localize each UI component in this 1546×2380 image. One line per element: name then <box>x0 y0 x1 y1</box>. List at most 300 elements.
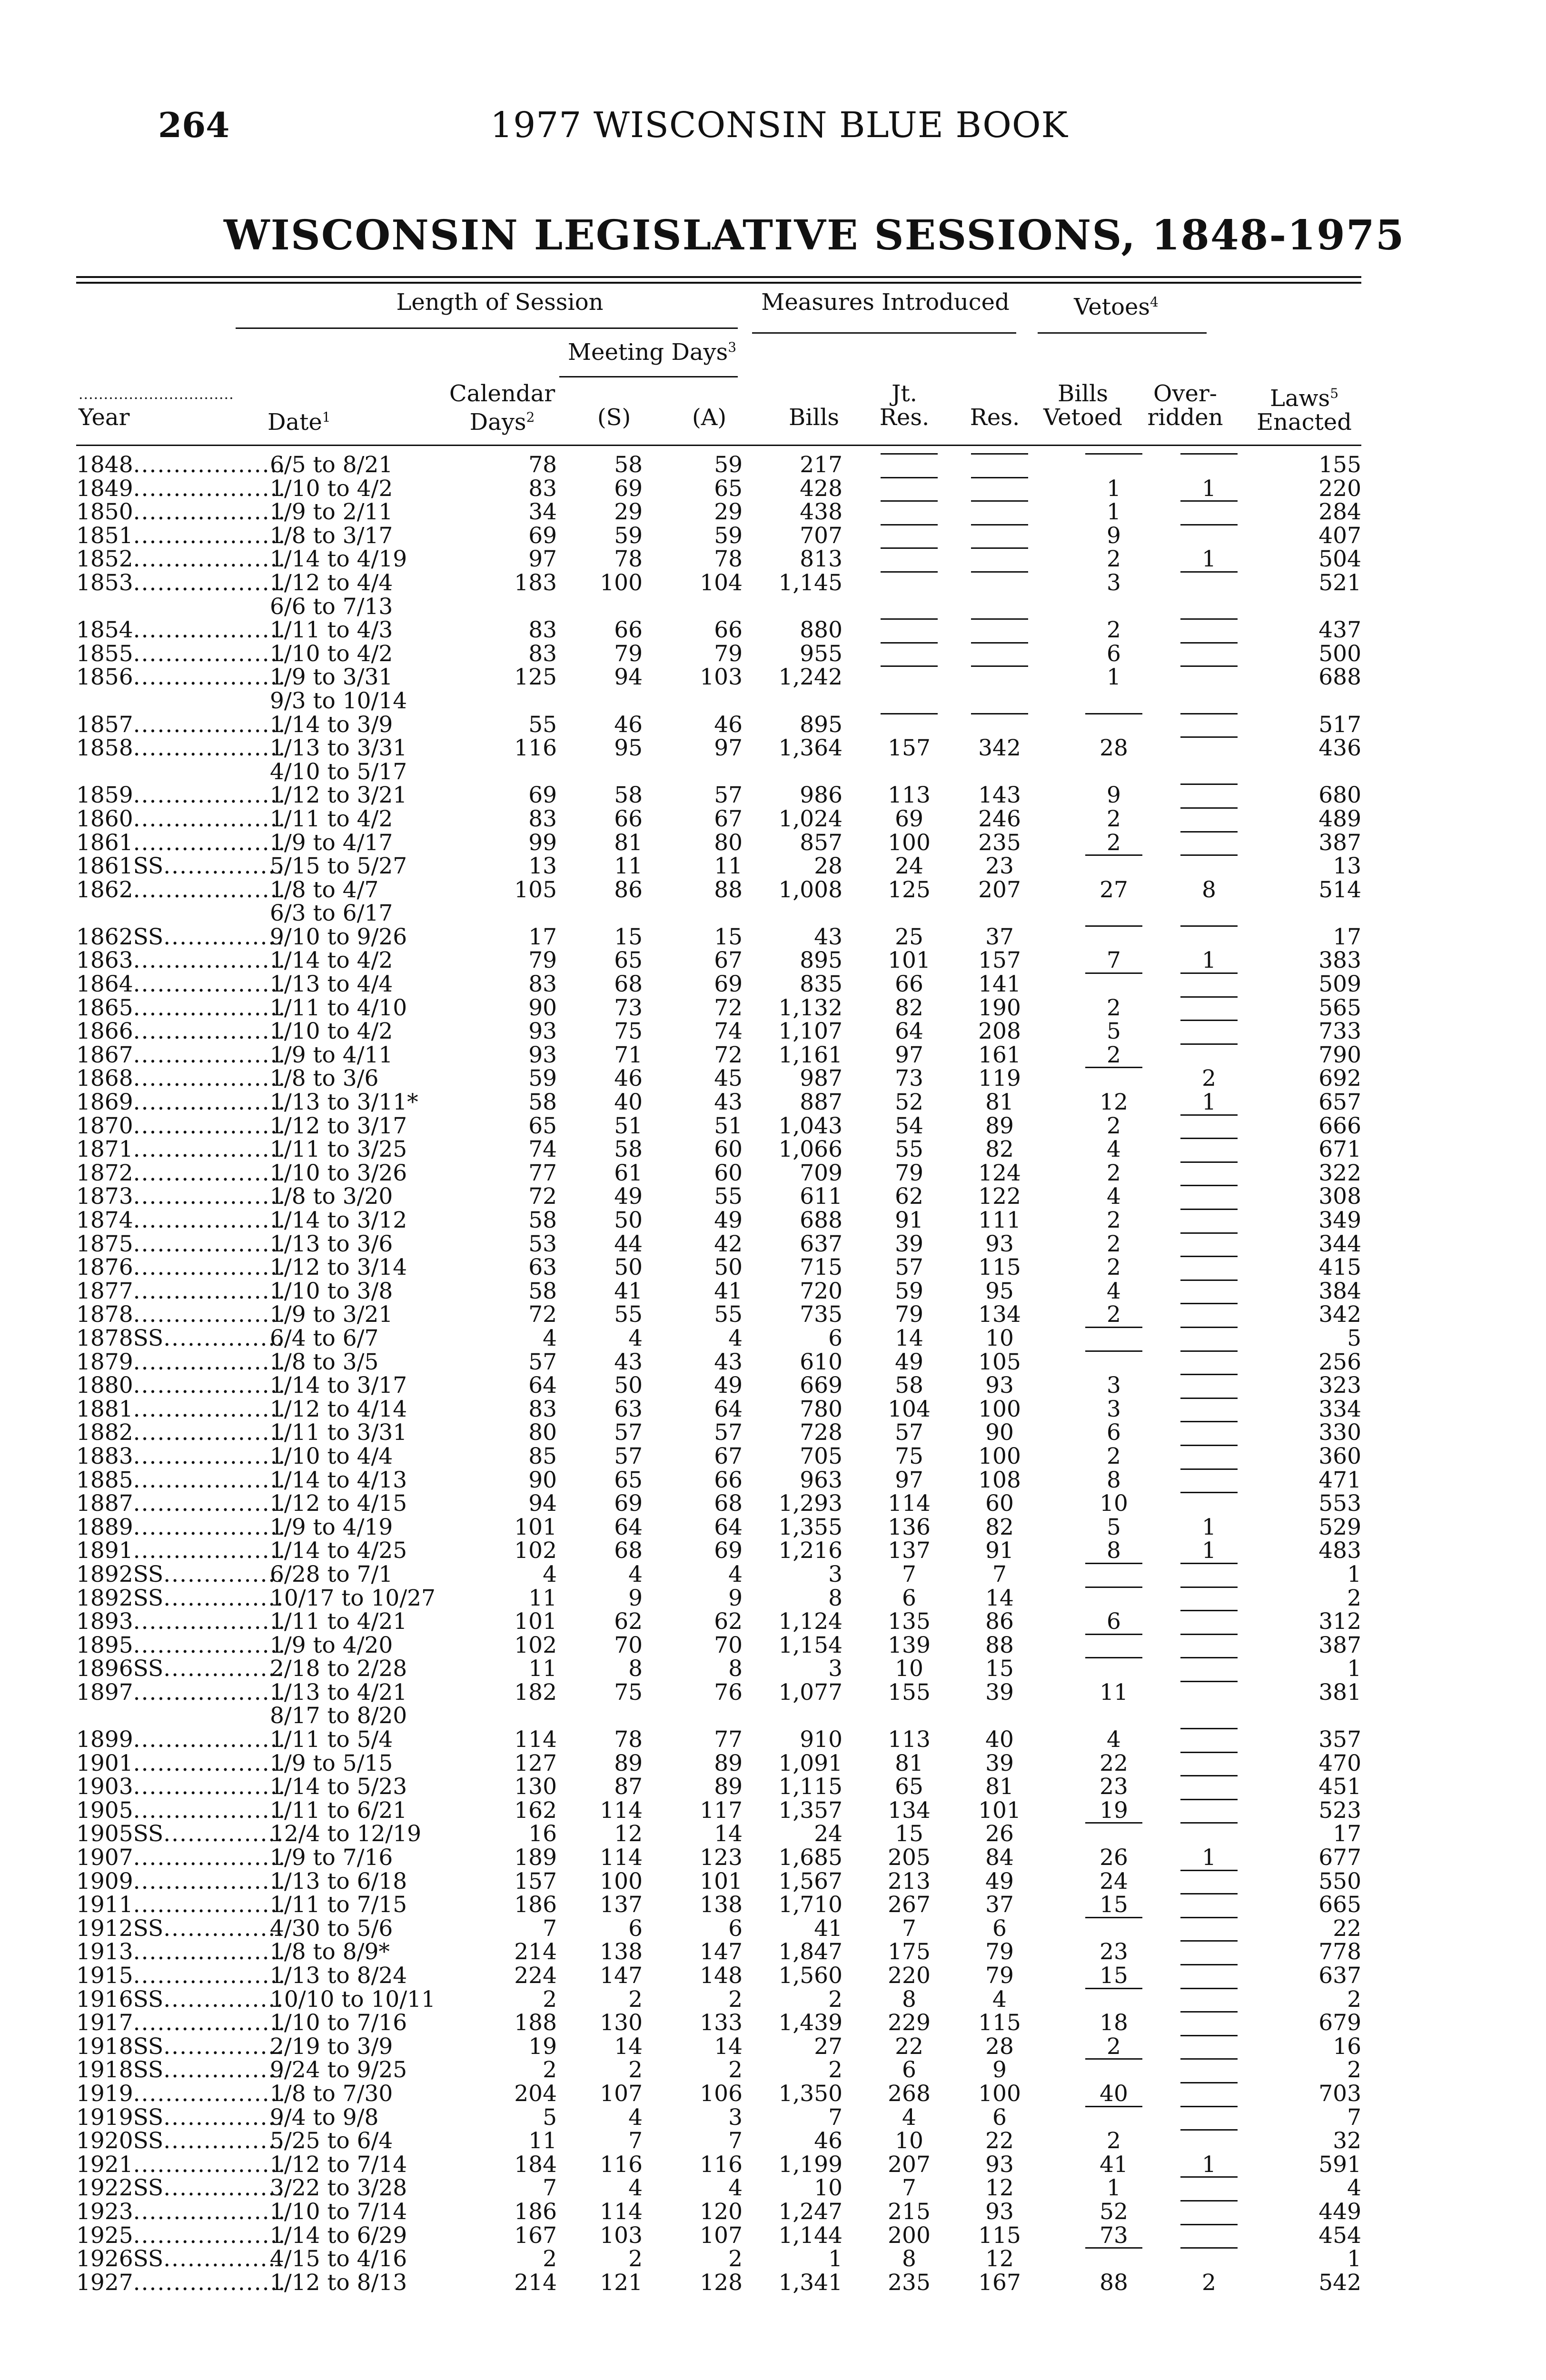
bills-vetoed-cell: 8 <box>1107 1537 1121 1564</box>
year-cell: 1912SS <box>76 1916 164 1941</box>
res-cell: 167 <box>978 2269 1021 2296</box>
date-cell: 1/14 to 3/9 <box>270 711 393 738</box>
leader-dots: ................... <box>133 1043 287 1067</box>
bills-cell: 910 <box>800 1726 842 1753</box>
dash-mark <box>1180 1374 1238 1375</box>
year-date-cell <box>76 949 457 972</box>
senate-days-cell: 59 <box>614 522 643 549</box>
date-cell: 1/9 to 4/11 <box>270 1041 393 1068</box>
assembly-days-cell: 80 <box>714 829 743 856</box>
senate-days-cell: 58 <box>614 782 643 809</box>
date-cell: 1/8 to 3/6 <box>270 1065 379 1092</box>
laws-enacted-cell: 17 <box>1333 1821 1361 1847</box>
assembly-days-cell: 101 <box>700 1868 743 1894</box>
year-cell: 1893 <box>76 1610 133 1634</box>
laws-enacted-cell: 680 <box>1318 782 1361 809</box>
bills-cell: 887 <box>800 1089 842 1116</box>
dash-mark <box>1180 1421 1238 1422</box>
joint-res-cell: 213 <box>888 1868 931 1894</box>
bills-cell: 1,066 <box>778 1136 842 1163</box>
leader-dots: ............... <box>163 1916 285 1941</box>
year-cell: 1854 <box>76 618 133 642</box>
table-row <box>76 2082 1361 2106</box>
joint-res-cell: 14 <box>895 1325 923 1351</box>
assembly-days-cell: 67 <box>714 947 743 974</box>
year-date-cell <box>76 453 457 477</box>
res-cell: 82 <box>985 1514 1014 1540</box>
calendar-days-cell: 125 <box>514 664 557 691</box>
res-cell: 37 <box>985 1892 1014 1918</box>
date-cell: 1/9 to 3/31 <box>270 664 393 691</box>
assembly-days-cell: 67 <box>714 805 743 832</box>
senate-days-cell: 89 <box>614 1750 643 1776</box>
leader-dots: ................... <box>133 949 287 973</box>
laws-enacted-cell: 778 <box>1318 1939 1361 1965</box>
joint-res-cell: 8 <box>902 2246 916 2272</box>
dash-mark <box>1180 2058 1238 2060</box>
date-cell: 1/12 to 8/13 <box>270 2269 407 2296</box>
leader-dots: ................... <box>133 996 287 1020</box>
year-date-cell <box>76 1940 457 1964</box>
calendar-days-cell: 127 <box>514 1750 557 1776</box>
senate-days-cell: 107 <box>600 2080 643 2107</box>
year-cell: 1862SS <box>76 925 164 949</box>
res-cell: 115 <box>978 1254 1021 1281</box>
bills-cell: 3 <box>828 1656 842 1682</box>
res-cell: 6 <box>992 1915 1007 1942</box>
year-date-cell <box>76 477 457 501</box>
res-cell: 40 <box>985 1726 1014 1753</box>
bills-cell: 1 <box>828 2246 842 2272</box>
leader-dots: ................... <box>133 2082 287 2106</box>
res-cell: 119 <box>978 1065 1021 1092</box>
bills-vetoed-cell: 2 <box>1107 1254 1121 1281</box>
calendar-days-cell: 157 <box>514 1868 557 1894</box>
year-cell: 1901 <box>76 1751 133 1775</box>
senate-days-cell: 57 <box>614 1443 643 1469</box>
header-meeting-days <box>562 336 743 364</box>
senate-days-cell: 4 <box>628 2104 643 2131</box>
dash-mark <box>1180 1988 1238 1989</box>
joint-res-cell: 75 <box>895 1443 923 1469</box>
bills-cell: 1,077 <box>778 1679 842 1706</box>
laws-enacted-cell: 449 <box>1318 2198 1361 2225</box>
dash-mark <box>1180 1634 1238 1635</box>
calendar-days-cell: 83 <box>528 640 557 667</box>
assembly-days-cell: 43 <box>714 1349 743 1375</box>
dash-mark <box>881 571 938 573</box>
leader-dots: ................... <box>133 1138 287 1161</box>
dash-mark <box>1180 1822 1238 1824</box>
joint-res-cell: 82 <box>895 994 923 1021</box>
senate-days-cell: 50 <box>614 1207 643 1233</box>
calendar-days-cell: 4 <box>543 1325 557 1351</box>
date-label: Date <box>268 409 322 436</box>
laws-enacted-cell: 323 <box>1318 1372 1361 1399</box>
senate-days-cell: 9 <box>628 1585 643 1611</box>
page-title: WISCONSIN LEGISLATIVE SESSIONS, 1848-1975 <box>224 211 1405 259</box>
res-cell: 101 <box>978 1797 1021 1824</box>
date-cell: 6/5 to 8/21 <box>270 452 393 478</box>
date-cell: 6/6 to 7/13 <box>270 593 393 620</box>
leader-dots: ................... <box>133 831 287 855</box>
table-row <box>76 2035 1361 2059</box>
bills-cell: 1,132 <box>778 994 842 1021</box>
res-cell: 12 <box>985 2246 1014 2272</box>
bills-vetoed-cell: 5 <box>1107 1514 1121 1540</box>
assembly-days-cell: 15 <box>714 923 743 950</box>
res-cell: 86 <box>985 1608 1014 1635</box>
calendar-days-cell: 83 <box>528 1396 557 1422</box>
header-length-of-session: Length of Session <box>396 289 604 316</box>
leader-dots: ................... <box>133 1279 287 1303</box>
date-cell: 1/12 to 3/14 <box>270 1254 407 1281</box>
overridden-line2: ridden <box>1147 404 1223 431</box>
dash-mark <box>1180 2082 1238 2083</box>
assembly-days-cell: 42 <box>714 1230 743 1257</box>
res-cell: 12 <box>985 2175 1014 2202</box>
calendar-days-cell: 83 <box>528 805 557 832</box>
header-overridden <box>1138 382 1233 429</box>
date-cell: 3/22 to 3/28 <box>270 2175 407 2202</box>
table-row <box>76 1327 1361 1350</box>
laws-enacted-cell: 591 <box>1318 2151 1361 2178</box>
date-cell: 2/19 to 3/9 <box>270 2033 393 2060</box>
leader-dots: ................... <box>133 1232 287 1256</box>
year-cell: 1861 <box>76 831 133 855</box>
table-row <box>76 618 1361 642</box>
date-cell: 4/15 to 4/16 <box>270 2246 407 2272</box>
dash-mark <box>1180 854 1238 856</box>
joint-res-cell: 6 <box>902 1585 916 1611</box>
leader-dots: ................... <box>133 1161 287 1185</box>
year-date-cell <box>76 1846 457 1870</box>
bills-cell: 1,115 <box>778 1774 842 1800</box>
senate-days-cell: 12 <box>614 1821 643 1847</box>
header-measures-introduced: Measures Introduced <box>761 289 1010 316</box>
leader-dots: ................... <box>133 1350 287 1374</box>
dash-mark <box>1085 1657 1142 1658</box>
dash-mark <box>1180 1917 1238 1918</box>
res-cell: 100 <box>978 2080 1021 2107</box>
res-cell: 15 <box>985 1656 1014 1682</box>
res-cell: 10 <box>985 1325 1014 1351</box>
year-cell: 1871 <box>76 1138 133 1161</box>
laws-enacted-cell: 542 <box>1318 2269 1361 2296</box>
year-cell: 1911 <box>76 1893 133 1917</box>
assembly-days-cell: 60 <box>714 1136 743 1163</box>
calendar-days-cell: 102 <box>514 1537 557 1564</box>
joint-res-cell: 15 <box>895 1821 923 1847</box>
res-cell: 81 <box>985 1089 1014 1116</box>
res-cell: 342 <box>978 735 1021 762</box>
calendar-days-cell: 79 <box>528 947 557 974</box>
dash-mark <box>1085 1587 1142 1588</box>
date-cell: 8/17 to 8/20 <box>270 1703 407 1729</box>
year-cell: 1892SS <box>76 1562 164 1587</box>
bills-cell: 611 <box>800 1183 842 1210</box>
senate-days-cell: 49 <box>614 1183 643 1210</box>
year-date-cell <box>76 500 457 524</box>
res-cell: 115 <box>978 2222 1021 2249</box>
senate-days-cell: 2 <box>628 2057 643 2083</box>
table-row <box>76 1775 1361 1799</box>
date-cell: 1/8 to 3/20 <box>270 1183 393 1210</box>
senate-days-cell: 116 <box>600 2151 643 2178</box>
table-row <box>76 524 1361 548</box>
senate-days-cell: 62 <box>614 1608 643 1635</box>
senate-days-cell: 65 <box>614 947 643 974</box>
table-row <box>76 1067 1361 1091</box>
laws-enacted-cell: 637 <box>1318 1963 1361 1989</box>
table-row <box>76 2176 1361 2200</box>
bills-cell: 955 <box>800 640 842 667</box>
dash-mark <box>881 618 938 620</box>
dash-mark <box>1180 1964 1238 1965</box>
senate-days-cell: 58 <box>614 452 643 478</box>
table-row <box>76 665 1361 689</box>
laws-enacted-cell: 523 <box>1318 1797 1361 1824</box>
year-cell: 1850 <box>76 500 133 524</box>
bills-vetoed-cell: 52 <box>1100 2198 1128 2225</box>
res-cell: 90 <box>985 1419 1014 1446</box>
table-row <box>76 2058 1361 2082</box>
date-cell: 10/10 to 10/11 <box>270 1986 436 2013</box>
year-cell: 1867 <box>76 1043 133 1067</box>
date-cell: 1/13 to 4/21 <box>270 1679 407 1706</box>
res-cell: 235 <box>978 829 1021 856</box>
year-date-cell <box>76 1634 457 1657</box>
year-cell: 1891 <box>76 1539 133 1563</box>
year-date-cell <box>76 972 457 996</box>
leader-dots: ................... <box>133 2223 287 2248</box>
joint-res-cell: 175 <box>888 1939 931 1965</box>
assembly-days-cell: 72 <box>714 1041 743 1068</box>
bills-vetoed-cell: 2 <box>1107 1301 1121 1328</box>
dash-mark <box>1180 2176 1238 2178</box>
table-row <box>76 1634 1361 1657</box>
dash-mark <box>1180 1775 1238 1776</box>
date-cell: 9/4 to 9/8 <box>270 2104 379 2131</box>
bills-cell: 1,024 <box>778 805 842 832</box>
assembly-days-cell: 120 <box>700 2198 743 2225</box>
senate-days-cell: 51 <box>614 1112 643 1139</box>
assembly-days-cell: 88 <box>714 876 743 903</box>
calendar-days-cell: 5 <box>543 2104 557 2131</box>
laws-enacted-cell: 415 <box>1318 1254 1361 1281</box>
calendar-days-cell: 69 <box>528 782 557 809</box>
bills-cell: 1,357 <box>778 1797 842 1824</box>
joint-res-cell: 268 <box>888 2080 931 2107</box>
year-cell: 1881 <box>76 1397 133 1421</box>
calendar-days-cell: 183 <box>514 569 557 596</box>
table-row <box>76 1492 1361 1516</box>
bills-vetoed-cell: 11 <box>1100 1679 1128 1706</box>
bills-cell: 986 <box>800 782 842 809</box>
assembly-days-cell: 43 <box>714 1089 743 1116</box>
table-row <box>76 1964 1361 1988</box>
bills-cell: 987 <box>800 1065 842 1092</box>
laws-enacted-cell: 357 <box>1318 1726 1361 1753</box>
leader-dots: ................... <box>133 1846 287 1870</box>
date-cell: 1/8 to 3/17 <box>270 522 393 549</box>
calendar-days-cell: 69 <box>528 522 557 549</box>
bills-vetoed-cell: 9 <box>1107 522 1121 549</box>
res-cell: 93 <box>985 2198 1014 2225</box>
table-row <box>76 689 1361 713</box>
bills-vetoed-cell: 4 <box>1107 1183 1121 1210</box>
calendar-days-cell: 72 <box>528 1301 557 1328</box>
senate-days-cell: 70 <box>614 1632 643 1658</box>
date-cell: 9/3 to 10/14 <box>270 687 407 714</box>
calendar-days-cell: 101 <box>514 1514 557 1540</box>
laws-enacted-cell: 565 <box>1318 994 1361 1021</box>
bills-vetoed-cell: 2 <box>1107 546 1121 573</box>
dash-mark <box>1180 2011 1238 2013</box>
bills-cell: 857 <box>800 829 842 856</box>
bills-cell: 1,847 <box>778 1939 842 1965</box>
senate-days-cell: 103 <box>600 2222 643 2249</box>
senate-days-cell: 43 <box>614 1349 643 1375</box>
dash-mark <box>1180 1114 1238 1116</box>
running-head: 1977 WISCONSIN BLUE BOOK <box>490 105 1068 146</box>
res-cell: 108 <box>978 1467 1021 1493</box>
calendar-days-cell: 58 <box>528 1278 557 1304</box>
senate-days-cell: 7 <box>628 2128 643 2154</box>
calendar-days-cell: 93 <box>528 1018 557 1045</box>
leader-dots: ................... <box>133 1020 287 1043</box>
year-cell: 1919 <box>76 2082 133 2106</box>
senate-days-cell: 58 <box>614 1136 643 1163</box>
joint-res-cell: 64 <box>895 1018 923 1045</box>
senate-days-cell: 121 <box>600 2269 643 2296</box>
res-cell: 161 <box>978 1041 1021 1068</box>
date-cell: 1/10 to 4/2 <box>270 640 393 667</box>
calendar-days-cell: 74 <box>528 1136 557 1163</box>
assembly-days-cell: 29 <box>714 499 743 526</box>
bills-vetoed-cell: 15 <box>1100 1963 1128 1989</box>
senate-days-cell: 79 <box>614 640 643 667</box>
res-cell: 143 <box>978 782 1021 809</box>
joint-res-cell: 81 <box>895 1750 923 1776</box>
assembly-days-cell: 60 <box>714 1160 743 1186</box>
laws-enacted-cell: 322 <box>1318 1160 1361 1186</box>
senate-days-cell: 44 <box>614 1230 643 1257</box>
bills-vetoed-cell: 4 <box>1107 1726 1121 1753</box>
dash-mark <box>1085 1917 1142 1918</box>
joint-res-cell: 155 <box>888 1679 931 1706</box>
senate-days-cell: 29 <box>614 499 643 526</box>
year-cell: 1907 <box>76 1846 133 1870</box>
assembly-days-cell: 76 <box>714 1679 743 1706</box>
laws-enacted-cell: 17 <box>1333 923 1361 950</box>
header-joint-resolutions <box>857 382 952 429</box>
leader-dots: ............... <box>163 1822 285 1846</box>
assembly-days-cell: 66 <box>714 1467 743 1493</box>
leader-dots: ................... <box>133 642 287 666</box>
senate-days-cell: 114 <box>600 2198 643 2225</box>
leader-dots: ................... <box>133 1209 287 1232</box>
senate-days-cell: 63 <box>614 1396 643 1422</box>
bills-cell: 1,008 <box>778 876 842 903</box>
bills-vetoed-cell: 2 <box>1107 994 1121 1021</box>
year-cell: 1876 <box>76 1256 133 1279</box>
year-date-cell <box>76 831 457 855</box>
calendar-days-cell: 167 <box>514 2222 557 2249</box>
joint-res-cell: 25 <box>895 923 923 950</box>
dash-mark <box>1180 1799 1238 1800</box>
table-row <box>76 1256 1361 1279</box>
senate-days-cell: 50 <box>614 1254 643 1281</box>
calendar-days-cell: 214 <box>514 2269 557 2296</box>
bills-cell: 1,043 <box>778 1112 842 1139</box>
laws-enacted-cell: 517 <box>1318 711 1361 738</box>
laws-enacted-cell: 22 <box>1333 1915 1361 1942</box>
year-cell: 1925 <box>76 2223 133 2248</box>
bills-cell: 705 <box>800 1443 842 1469</box>
joint-res-cell: 49 <box>895 1349 923 1375</box>
year-date-cell <box>76 1067 457 1091</box>
table-row <box>76 1398 1361 1421</box>
senate-days-cell: 100 <box>600 1868 643 1894</box>
dash-mark <box>1085 925 1142 927</box>
res-cell: 79 <box>985 1963 1014 1989</box>
bills-cell: 715 <box>800 1254 842 1281</box>
bills-cell: 1,567 <box>778 1868 842 1894</box>
bills-cell: 428 <box>800 475 842 502</box>
year-date-cell <box>76 1516 457 1539</box>
date-cell: 2/18 to 2/28 <box>270 1656 407 1682</box>
laws-enacted-cell: 553 <box>1318 1490 1361 1517</box>
year-cell: 1892SS <box>76 1586 164 1610</box>
joint-res-cell: 104 <box>888 1396 931 1422</box>
res-cell: 84 <box>985 1844 1014 1871</box>
calendar-days-cell: 204 <box>514 2080 557 2107</box>
bills-cell: 780 <box>800 1396 842 1422</box>
bills-cell: 7 <box>828 2104 842 2131</box>
date-cell: 1/10 to 7/14 <box>270 2198 407 2225</box>
leader-dots: ................... <box>133 1421 287 1445</box>
bills-vetoed-cell: 23 <box>1100 1774 1128 1800</box>
date-cell: 1/11 to 4/3 <box>270 617 393 644</box>
dash-mark <box>1085 1563 1142 1564</box>
res-cell: 26 <box>985 1821 1014 1847</box>
leader-dots: ................... <box>133 1185 287 1209</box>
assembly-days-cell: 69 <box>714 1537 743 1564</box>
year-cell: 1882 <box>76 1421 133 1445</box>
dash-mark <box>1180 1138 1238 1139</box>
calendar-days-cell: 11 <box>528 1656 557 1682</box>
bills-vetoed-cell: 5 <box>1107 1018 1121 1045</box>
senate-days-cell: 130 <box>600 2010 643 2036</box>
overridden-cell: 1 <box>1202 546 1216 573</box>
dash-mark <box>1180 500 1238 502</box>
laws-enacted-cell: 437 <box>1318 617 1361 644</box>
year-cell: 1905SS <box>76 1822 164 1846</box>
leader-dots: ................... <box>133 1775 287 1799</box>
vetoes-rule <box>1038 332 1207 334</box>
assembly-days-cell: 148 <box>700 1963 743 1989</box>
bills-cell: 963 <box>800 1467 842 1493</box>
laws-enacted-cell: 2 <box>1347 1585 1361 1611</box>
date-cell: 1/9 to 4/19 <box>270 1514 393 1540</box>
res-cell: 246 <box>978 805 1021 832</box>
leader-dots: ................... <box>133 1256 287 1279</box>
leader-dots: ................... <box>133 1444 287 1468</box>
meeting-days-rule <box>559 376 738 377</box>
dash-mark <box>971 642 1028 644</box>
laws-enacted-cell: 790 <box>1318 1041 1361 1068</box>
